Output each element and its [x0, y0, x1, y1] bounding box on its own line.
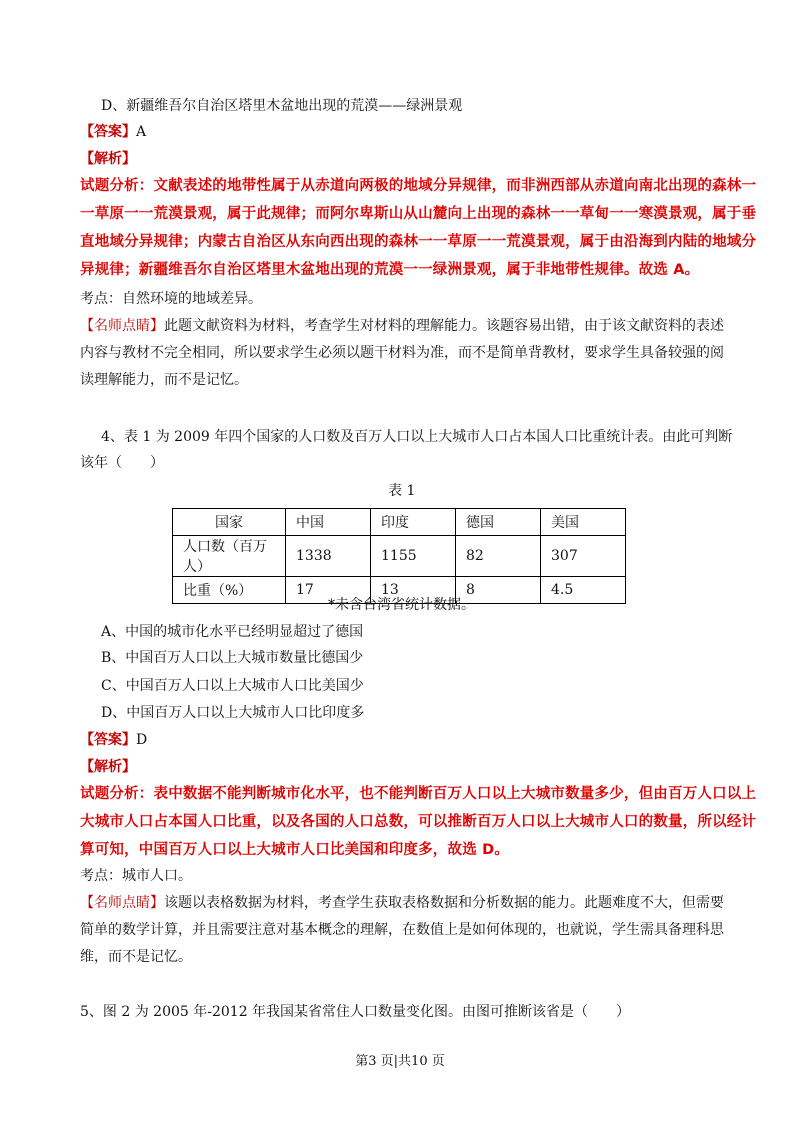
q3-option-d: D、新疆维吾尔自治区塔里木盆地出现的荒漠——绿洲景观 — [101, 98, 463, 114]
comment-label: 【名师点睛】 — [80, 895, 164, 911]
table-note: *未含台湾省统计数据。 — [328, 597, 475, 613]
q4-stem-line2: 该年（ ） — [80, 455, 164, 471]
q3-analysis-line: 直地域分异规律；内蒙古自治区从东向西出现的森林一一草原一一荒漠景观，属于由沿海到内陆的地域分 — [80, 234, 757, 250]
q3-analysis-line: 试题分析：文献表述的地带性属于从赤道向两极的地域分异规律，而非洲西部从赤道向南北出现的森林一 — [80, 178, 757, 194]
q4-kaodian: 考点：城市人口。 — [80, 868, 192, 884]
q4-comment — [80, 893, 724, 913]
answer-value: D — [136, 732, 148, 748]
q3-comment-line: 读理解能力，而不是记忆。 — [80, 372, 248, 388]
q4-comment-line: 维，而不是记忆。 — [80, 949, 192, 965]
q3-analysis-label: 【解析】 — [80, 151, 136, 167]
q4-stem: 4、表 1 为 2009 年四个国家的人口数及百万人口以上大城市人口占本国人口比重统计表。由此可判断 — [101, 429, 733, 445]
q3-analysis-line: 异规律；新疆维吾尔自治区塔里木盆地出现的荒漠一一绿洲景观，属于非地带性规律。故选 A。 — [80, 262, 700, 278]
q3-comment-line: 内容与教材不完全相同，所以要求学生必须以题干材料为准，而不是简单背教材，要求学生具备较强的阅 — [80, 345, 724, 361]
q4-analysis-label: 【解析】 — [80, 759, 136, 775]
table-header-cell: 国家 — [173, 509, 286, 536]
comment-text: 此题文献资料为材料，考查学生对材料的理解能力。该题容易出错，由于该文献资料的表述 — [164, 318, 724, 334]
q3-kaodian: 考点：自然环境的地域差异。 — [80, 291, 262, 307]
table-header-row — [173, 509, 626, 536]
answer-value: A — [136, 124, 147, 140]
table-cell: 4.5 — [541, 577, 626, 604]
q4-option-d: D、中国百万人口以上大城市人口比印度多 — [101, 705, 365, 721]
page-footer: 第3 页|共10 页 — [355, 1054, 445, 1069]
table-row — [173, 536, 626, 577]
table-cell: 比重（%） — [173, 577, 286, 604]
q4-analysis-line: 试题分析：表中数据不能判断城市化水平，也不能判断百万人口以上大城市数量多少，但由百万人口以上 — [80, 786, 757, 802]
table-cell: 13 — [371, 577, 456, 604]
q4-option-a: A、中国的城市化水平已经明显超过了德国 — [101, 624, 364, 640]
answer-label: 【答案】 — [80, 732, 136, 748]
q4-analysis-line: 大城市人口占本国人口比重，以及各国的人口总数，可以推断百万人口以上大城市人口的数量，所以经计 — [80, 814, 757, 830]
q3-analysis-line: 一草原一一荒漠景观，属于此规律；而阿尔卑斯山从山麓向上出现的森林一一草甸一一寒漠景观，属于垂 — [80, 206, 757, 222]
table-cell: 1155 — [371, 536, 456, 577]
q3-comment — [80, 316, 724, 336]
q4-comment-line: 简单的数学计算，并且需要注意对基本概念的理解，在数值上是如何体现的，也就说，学生需具备理科思 — [80, 922, 724, 938]
table-header-cell: 印度 — [371, 509, 456, 536]
population-table — [172, 508, 626, 604]
q4-analysis-line: 算可知，中国百万人口以上大城市人口比美国和印度多，故选 D。 — [80, 842, 510, 858]
table-cell: 307 — [541, 536, 626, 577]
q4-answer — [80, 730, 147, 750]
table-header-cell: 美国 — [541, 509, 626, 536]
comment-label: 【名师点睛】 — [80, 318, 164, 334]
table-cell: 17 — [286, 577, 371, 604]
comment-text: 该题以表格数据为材料，考查学生获取表格数据和分析数据的能力。此题难度不大，但需要 — [164, 895, 724, 911]
q4-option-c: C、中国百万人口以上大城市人口比美国少 — [101, 678, 364, 694]
q5-stem: 5、图 2 为 2005 年-2012 年我国某省常住人口数量变化图。由图可推断该省是（ ） — [80, 1004, 631, 1020]
table-cell: 人口数（百万人） — [173, 536, 286, 577]
table-title: 表 1 — [388, 483, 416, 499]
q3-answer — [80, 122, 146, 142]
table-cell: 8 — [456, 577, 541, 604]
table-header-cell: 中国 — [286, 509, 371, 536]
table-cell: 1338 — [286, 536, 371, 577]
table-header-cell: 德国 — [456, 509, 541, 536]
q4-option-b: B、中国百万人口以上大城市数量比德国少 — [101, 650, 364, 666]
table-cell: 82 — [456, 536, 541, 577]
answer-label: 【答案】 — [80, 124, 136, 140]
